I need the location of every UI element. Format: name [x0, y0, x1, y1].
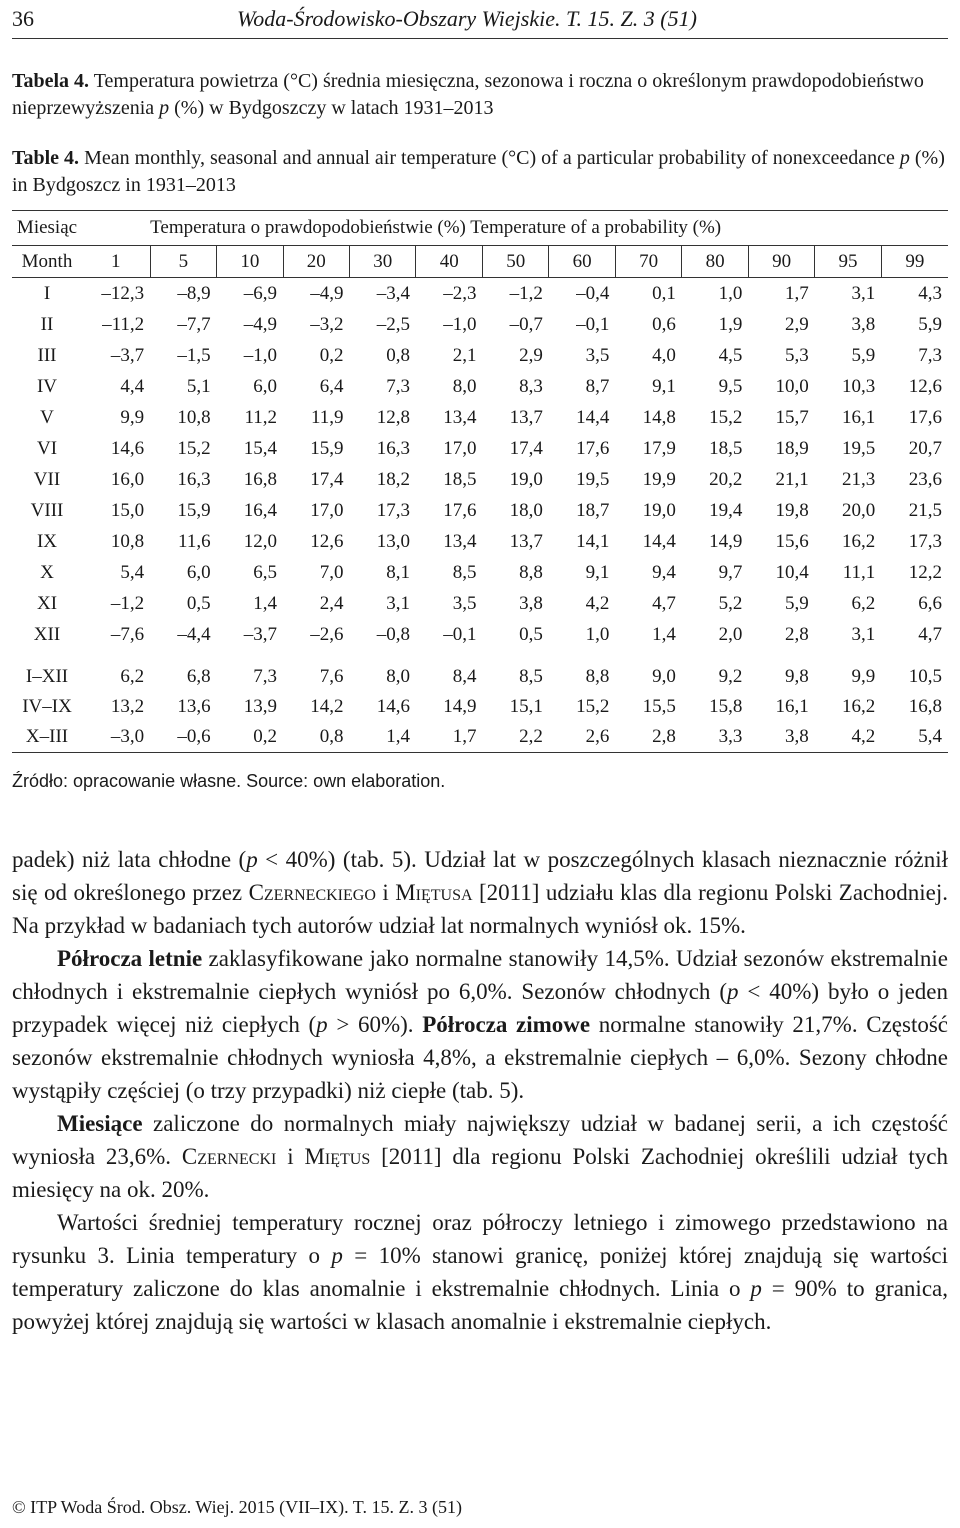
- table-cell: ‒1,2: [509, 282, 543, 304]
- table-row: [12, 722, 948, 753]
- table-cell: 11,1: [842, 561, 876, 583]
- table-cell: 2,8: [615, 722, 681, 753]
- table-row: [12, 557, 948, 588]
- paragraph-2: Półrocza letnie zaklasyfikowane jako normalne stanowiły 14,5%. Udział sezonów ekstremalnie chłodnych i ekstremalnie ciepłych wyniósł po 6,0%. Sezonów chłodnych (p < 40%) było o jeden przypadek więcej niż ciepłych (p > 60%). Półrocza zimowe normalne stanowiły 21,7%. Częstość sezonów ekstremalnie chłodnych wyniosła 4,8%, a ekstremalnie ciepłych ‒ 6,0%. Sezony chłodne wystąpiły częściej (o trzy przypadki) niż ciepłe (tab. 5).: [12, 946, 949, 1103]
- caption-p-en: p: [899, 147, 910, 169]
- table-cell: ‒1,0: [443, 313, 477, 335]
- table-cell: 0,5: [186, 592, 211, 614]
- table-cell: 19,0: [642, 499, 676, 521]
- row-label: III: [37, 344, 57, 366]
- table-cell: 19,5: [576, 468, 610, 490]
- table-cell: 9,1: [585, 561, 610, 583]
- table-cell: 16,2: [842, 696, 876, 717]
- table-cell: 10,4: [775, 561, 809, 583]
- table-cell: ‒0,4: [576, 282, 610, 304]
- table-cell: 16,3: [177, 468, 211, 490]
- header-probability-title: Temperatura o prawdopodobieństwie (%) Temperature of a probability (%): [150, 211, 948, 246]
- table-cell: 17,4: [310, 468, 344, 490]
- table-cell: 14,4: [642, 530, 676, 552]
- table-cell: 17,3: [908, 530, 942, 552]
- row-label: V: [40, 406, 54, 428]
- header-probability: 20: [283, 246, 349, 278]
- table-cell: 7,3: [253, 666, 278, 687]
- table-cell: 16,8: [908, 696, 942, 717]
- table-cell: 0,8: [283, 722, 349, 753]
- table-cell: 13,7: [509, 406, 543, 428]
- table-cell: ‒1,0: [243, 344, 278, 366]
- table-cell: 15,2: [709, 406, 743, 428]
- table-cell: 17,0: [310, 499, 344, 521]
- table-cell: 0,6: [652, 313, 676, 335]
- table-cell: 19,9: [642, 468, 676, 490]
- table-cell: 18,7: [576, 499, 610, 521]
- table-cell: 9,5: [718, 375, 743, 397]
- table-cell: 15,7: [775, 406, 809, 428]
- table-cell: 1,9: [718, 313, 743, 335]
- table-cell: 15,6: [775, 530, 809, 552]
- table-cell: 6,6: [918, 592, 942, 614]
- table-cell: ‒4,9: [310, 282, 344, 304]
- table-cell: 4,0: [652, 344, 676, 366]
- table-cell: 1,4: [350, 722, 416, 753]
- row-label: VIII: [30, 499, 64, 521]
- header-probability: 10: [217, 246, 283, 278]
- table-cell: 17,4: [509, 437, 543, 459]
- table-cell: 17,6: [908, 406, 942, 428]
- table-row: [12, 278, 948, 310]
- paragraph-4: Wartości średniej temperatury rocznej oraz półroczy letniego i zimowego przedstawiono na rysunku 3. Linia temperatury o p = 10% stanowi granicę, poniżej której znajdują się wartości temperatury zaliczone do klas anomalnie i ekstremalnie chłodnych. Linia o p = 90% to granica, powyżej której znajdują się wartości w klasach anomalnie i ekstremalnie ciepłych.: [12, 1210, 948, 1334]
- table-cell: 23,6: [908, 468, 942, 490]
- table-cell: ‒2,3: [443, 282, 477, 304]
- table-cell: 14,2: [310, 696, 344, 717]
- table-cell: ‒2,6: [310, 623, 344, 645]
- table-cell: 0,5: [519, 623, 543, 645]
- table-cell: 5,9: [851, 344, 876, 366]
- table-caption-polish: [12, 68, 948, 122]
- table-row: [12, 402, 948, 433]
- table-cell: 8,0: [452, 375, 477, 397]
- table-cell: 14,6: [110, 437, 145, 459]
- table-cell: ‒0,6: [150, 722, 216, 753]
- table-cell: 14,6: [376, 696, 410, 717]
- table-cell: 14,9: [709, 530, 743, 552]
- header-probability: 90: [748, 246, 814, 278]
- table-cell: 9,7: [718, 561, 743, 583]
- table-cell: 12,8: [376, 406, 410, 428]
- header-probability: 80: [682, 246, 748, 278]
- table-cell: ‒7,7: [177, 313, 211, 335]
- table-cell: 4,2: [815, 722, 881, 753]
- header-probability: 70: [615, 246, 681, 278]
- table-cell: 20,0: [842, 499, 876, 521]
- table-cell: 17,0: [443, 437, 477, 459]
- caption-text-en-a: Mean monthly, seasonal and annual air temperature (°C) of a particular probability of nonexceedance: [79, 147, 900, 169]
- table-cell: ‒2,5: [376, 313, 410, 335]
- caption-text-pl-b: (%) w Bydgoszczy w latach 1931‒2013: [169, 97, 494, 119]
- table-cell: 4,7: [918, 623, 942, 645]
- row-label: XII: [33, 623, 61, 645]
- table-cell: 1,7: [785, 282, 809, 304]
- table-cell: 8,4: [452, 666, 477, 687]
- table-cell: ‒6,9: [243, 282, 278, 304]
- header-probability: 50: [482, 246, 548, 278]
- table-row: [12, 692, 948, 722]
- table-cell: 3,5: [452, 592, 477, 614]
- table-cell: ‒3,0: [82, 722, 150, 753]
- table-cell: 3,8: [851, 313, 876, 335]
- caption-p-pl: p: [159, 97, 170, 119]
- paragraph-3: Miesiące zaliczone do normalnych miały największy udział w badanej serii, a ich częstość wyniosła 23,6%. Czernecki i Miętus [2011] dla regionu Polski Zachodniej określili udział tych miesięcy na ok. 20%.: [12, 1111, 948, 1202]
- table-cell: 12,2: [908, 561, 942, 583]
- table-cell: 6,0: [186, 561, 211, 583]
- table-cell: 3,1: [851, 282, 876, 304]
- table-cell: 13,7: [509, 530, 543, 552]
- table-cell: 20,2: [709, 468, 743, 490]
- table-cell: 19,8: [775, 499, 809, 521]
- table-cell: ‒4,9: [243, 313, 278, 335]
- table-cell: 5,9: [785, 592, 809, 614]
- table-cell: 4,2: [585, 592, 610, 614]
- table-cell: 9,9: [120, 406, 145, 428]
- table-cell: 2,6: [549, 722, 615, 753]
- table-cell: 13,0: [376, 530, 410, 552]
- table-cell: 13,4: [443, 530, 477, 552]
- table-cell: 17,6: [576, 437, 610, 459]
- table-cell: 7,3: [918, 344, 942, 366]
- table-row: [12, 619, 948, 650]
- table-cell: 12,6: [310, 530, 344, 552]
- caption-label-pl: Tabela 4.: [12, 70, 90, 92]
- table-header-row-2: [12, 246, 948, 278]
- header-probability: 1: [82, 246, 150, 278]
- table-cell: 10,0: [775, 375, 809, 397]
- table-cell: 10,3: [842, 375, 876, 397]
- table-cell: 10,8: [110, 530, 145, 552]
- table-cell: 16,8: [243, 468, 278, 490]
- row-label: XI: [36, 592, 58, 614]
- table-cell: 19,4: [709, 499, 743, 521]
- table-cell: 17,9: [642, 437, 676, 459]
- header-probability: 60: [549, 246, 615, 278]
- table-cell: 18,2: [376, 468, 410, 490]
- table-cell: 3,3: [682, 722, 748, 753]
- table-cell: 18,9: [775, 437, 809, 459]
- table-cell: 8,1: [386, 561, 410, 583]
- table-cell: ‒1,5: [177, 344, 211, 366]
- table-cell: 8,7: [585, 375, 610, 397]
- header-probability: 5: [150, 246, 216, 278]
- table-row: [12, 309, 948, 340]
- table-cell: 4,7: [652, 592, 676, 614]
- table-cell: 17,6: [443, 499, 477, 521]
- table-cell: 1,7: [416, 722, 482, 753]
- table-cell: 0,2: [319, 344, 344, 366]
- table-cell: 21,1: [775, 468, 809, 490]
- header-probability: 40: [416, 246, 482, 278]
- table-cell: ‒7,6: [110, 623, 145, 645]
- table-cell: 9,4: [652, 561, 676, 583]
- row-label: VII: [33, 468, 61, 490]
- table-cell: 5,4: [120, 561, 145, 583]
- table-cell: 17,3: [376, 499, 410, 521]
- table-cell: ‒11,2: [102, 313, 145, 335]
- table-cell: 11,9: [310, 406, 344, 428]
- table-cell: 16,3: [376, 437, 410, 459]
- table-cell: 6,2: [851, 592, 876, 614]
- row-label: IV‒IX: [22, 696, 72, 717]
- table-row: [12, 662, 948, 692]
- table-cell: 8,5: [452, 561, 477, 583]
- header-probability: 99: [881, 246, 948, 278]
- table-cell: 6,2: [120, 666, 145, 687]
- row-label: I‒XII: [25, 666, 69, 687]
- table-cell: 14,4: [576, 406, 610, 428]
- table-cell: ‒0,7: [509, 313, 543, 335]
- table-cell: 2,2: [482, 722, 548, 753]
- table-cell: 2,9: [785, 313, 809, 335]
- table-cell: 13,9: [243, 696, 278, 717]
- table-row: [12, 464, 948, 495]
- table-cell: 11,2: [244, 406, 278, 428]
- table-header-row-1: [12, 211, 948, 246]
- caption-text-en-b: (%) in Bydgoszcz in 1931‒2013: [12, 147, 945, 196]
- table-cell: 14,9: [443, 696, 477, 717]
- table-cell: 10,5: [908, 666, 942, 687]
- row-label: X: [40, 561, 54, 583]
- table-cell: 9,0: [652, 666, 676, 687]
- table-cell: 8,3: [519, 375, 543, 397]
- table-cell: 9,9: [851, 666, 876, 687]
- table-cell: 15,5: [642, 696, 676, 717]
- table-row: [12, 588, 948, 619]
- table-cell: 5,2: [718, 592, 743, 614]
- table-cell: 7,6: [319, 666, 344, 687]
- table-cell: ‒1,2: [110, 592, 145, 614]
- table-cell: 16,1: [775, 696, 809, 717]
- table-cell: ‒0,8: [376, 623, 410, 645]
- paragraph-1: padek) niż lata chłodne (p < 40%) (tab. 5). Udział lat w poszczególnych klasach nieznacznie różnił się od określonego przez Czerneckiego i Miętusa [2011] udziału klas dla regionu Polski Zachodniej. Na przykład w badaniach tych autorów udział lat normalnych wyniósł ok. 15%.: [12, 847, 948, 938]
- table-row: [12, 526, 948, 557]
- table-cell: 15,1: [509, 696, 543, 717]
- table-cell: 2,8: [785, 623, 809, 645]
- table-cell: 11,6: [178, 530, 211, 552]
- table-cell: 18,5: [443, 468, 477, 490]
- table-row: [12, 340, 948, 371]
- table-cell: 21,5: [908, 499, 942, 521]
- header-probability: 30: [350, 246, 416, 278]
- table-cell: 18,0: [509, 499, 543, 521]
- table-cell: 1,0: [718, 282, 743, 304]
- table-cell: 6,0: [253, 375, 278, 397]
- table-cell: 13,2: [110, 696, 145, 717]
- table-cell: 14,8: [642, 406, 676, 428]
- table-cell: ‒3,2: [310, 313, 344, 335]
- table-cell: 7,0: [319, 561, 344, 583]
- table-cell: 2,4: [319, 592, 344, 614]
- page-footer: © ITP Woda Środ. Obsz. Wiej. 2015 (VII–IX). T. 15. Z. 3 (51): [12, 1497, 462, 1517]
- body-text: [12, 843, 948, 1338]
- table-cell: 21,3: [842, 468, 876, 490]
- table-cell: 4,4: [120, 375, 145, 397]
- table-cell: 9,2: [718, 666, 743, 687]
- table-cell: 4,5: [718, 344, 743, 366]
- table-cell: 3,8: [748, 722, 814, 753]
- table-cell: 2,0: [718, 623, 743, 645]
- table-cell: 15,9: [310, 437, 344, 459]
- table-row: [12, 371, 948, 402]
- table-cell: ‒4,4: [177, 623, 211, 645]
- table-cell: 15,2: [576, 696, 610, 717]
- table-cell: 1,4: [652, 623, 676, 645]
- row-label: X‒III: [12, 722, 82, 753]
- table-cell: ‒8,9: [177, 282, 211, 304]
- running-title: Woda-Środowisko-Obszary Wiejskie. T. 15. Z. 3 (51): [237, 6, 697, 31]
- row-label: II: [40, 313, 54, 335]
- table-caption-english: [12, 145, 948, 199]
- row-label: IV: [36, 375, 58, 397]
- table-cell: ‒3,4: [376, 282, 410, 304]
- table-cell: 13,4: [443, 406, 477, 428]
- table-cell: 8,5: [519, 666, 543, 687]
- table-cell: 15,9: [177, 499, 211, 521]
- table-cell: 8,8: [519, 561, 543, 583]
- table-cell: 16,1: [842, 406, 876, 428]
- table-cell: 5,9: [918, 313, 942, 335]
- table-cell: 4,3: [918, 282, 942, 304]
- table-row: [12, 495, 948, 526]
- table-cell: 15,4: [243, 437, 278, 459]
- caption-text-pl-a: Temperatura powietrza (°C) średnia miesięczna, sezonowa i roczna o określonym prawdopodobieństwo nieprzewyższenia: [12, 70, 924, 119]
- page-number: 36: [12, 6, 34, 31]
- header-month-en: Month: [12, 246, 82, 278]
- table-cell: 8,8: [585, 666, 610, 687]
- table-cell: 15,8: [709, 696, 743, 717]
- table-cell: 0,2: [217, 722, 283, 753]
- table-cell: ‒0,1: [443, 623, 477, 645]
- row-label: IX: [36, 530, 58, 552]
- table-cell: ‒3,7: [243, 623, 278, 645]
- header-month-pl: Miesiąc: [12, 211, 82, 246]
- table-cell: 14,1: [576, 530, 610, 552]
- table-cell: 6,4: [319, 375, 344, 397]
- table-cell: 1,4: [253, 592, 278, 614]
- table-cell: 15,0: [110, 499, 145, 521]
- table-cell: 12,0: [243, 530, 278, 552]
- table-cell: 15,2: [177, 437, 211, 459]
- table-cell: 10,8: [177, 406, 211, 428]
- table-cell: 7,3: [386, 375, 410, 397]
- table-cell: 2,9: [519, 344, 543, 366]
- table-cell: 19,5: [842, 437, 876, 459]
- table-cell: 6,5: [253, 561, 278, 583]
- table-cell: 8,0: [386, 666, 410, 687]
- table-cell: ‒0,1: [576, 313, 610, 335]
- table-source: Źródło: opracowanie własne. Source: own elaboration.: [12, 771, 446, 791]
- temperature-table: [12, 210, 948, 753]
- table-cell: 5,1: [186, 375, 211, 397]
- table-cell: 18,5: [709, 437, 743, 459]
- table-cell: 19,0: [509, 468, 543, 490]
- table-cell: 16,4: [243, 499, 278, 521]
- row-label: VI: [36, 437, 58, 459]
- table-cell: 6,8: [186, 666, 211, 687]
- table-cell: 13,6: [177, 696, 211, 717]
- row-label: I: [43, 282, 51, 304]
- caption-label-en: Table 4.: [12, 147, 80, 169]
- table-cell: 1,0: [585, 623, 610, 645]
- running-header: [12, 4, 948, 39]
- table-cell: 16,0: [110, 468, 145, 490]
- table-cell: ‒12,3: [101, 282, 145, 304]
- table-cell: 2,1: [452, 344, 477, 366]
- table-cell: 12,6: [908, 375, 942, 397]
- table-cell: 9,8: [785, 666, 809, 687]
- table-row: [12, 433, 948, 464]
- table-cell: ‒3,7: [110, 344, 145, 366]
- table-cell: 3,5: [585, 344, 610, 366]
- table-cell: 0,8: [386, 344, 410, 366]
- table-cell: 3,1: [851, 623, 876, 645]
- table-cell: 20,7: [908, 437, 942, 459]
- table-cell: 5,3: [785, 344, 809, 366]
- table-cell: 5,4: [881, 722, 948, 753]
- table-cell: 3,8: [519, 592, 543, 614]
- header-probability: 95: [815, 246, 881, 278]
- table-cell: 3,1: [386, 592, 410, 614]
- table-cell: 9,1: [652, 375, 676, 397]
- table-cell: 16,2: [842, 530, 876, 552]
- table-cell: 0,1: [652, 282, 676, 304]
